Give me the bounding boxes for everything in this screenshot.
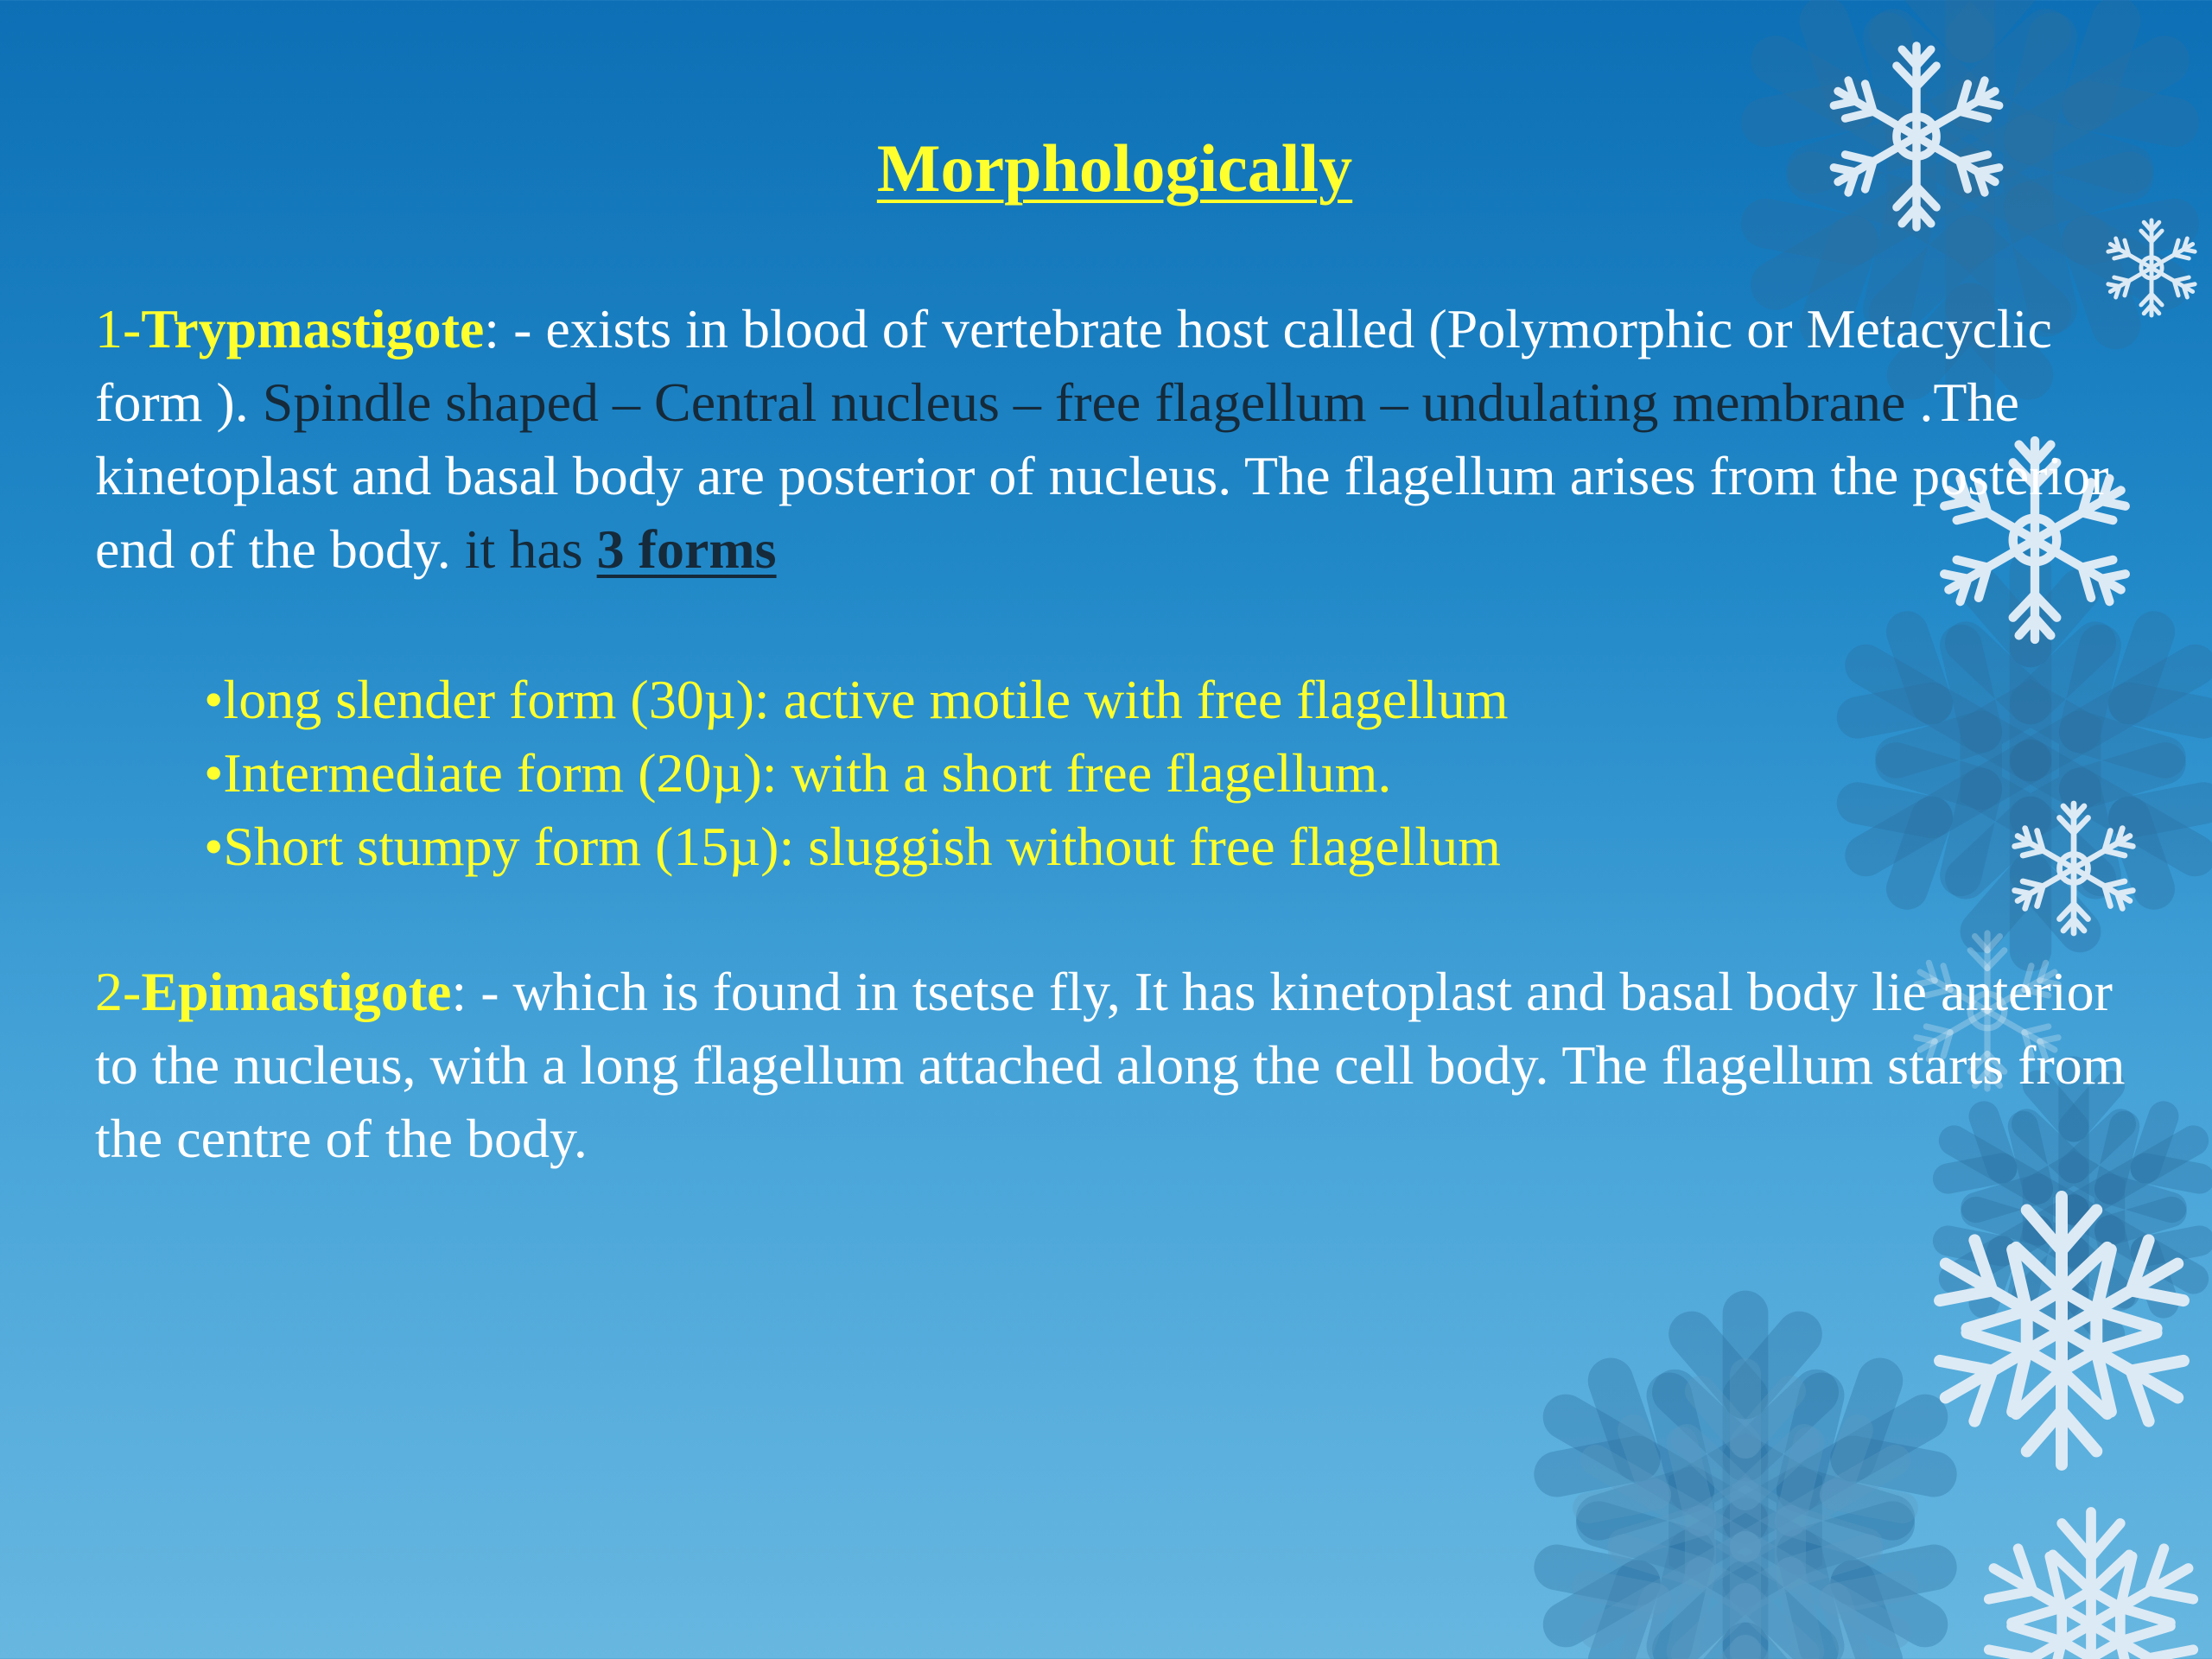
- trypomastigote-shape-text: Spindle shaped – Central nucleus – free flagellum – undulating membrane: [262, 372, 1906, 433]
- bullet-icon: •: [204, 742, 224, 804]
- list-item: [204, 736, 1508, 810]
- trypomastigote-intro: : - exists in blood of vertebrate host called (Polymorphic or Metacyclic form ).: [95, 298, 2052, 433]
- three-forms-label: 3 forms: [596, 518, 777, 580]
- slide-title: Morphologically: [876, 130, 1353, 206]
- bullet-icon: •: [204, 669, 224, 730]
- list-item: [204, 810, 1508, 883]
- it-has-text: it has: [450, 518, 597, 580]
- list-item-text: Intermediate form (20µ): with a short free flagellum.: [223, 742, 1392, 804]
- trypomastigote-detail: .The kinetoplast and basal body are posterior of nucleus. The flagellum arises from the posterior end of the body.: [95, 372, 2109, 580]
- epimastigote-term: Epimastigote: [141, 961, 452, 1022]
- list-item: [204, 663, 1508, 736]
- epimastigote-description: : - which is found in tsetse fly, It has kinetoplast and basal body lie anterior to the nucleus, with a long flagellum attached along the cell body. The flagellum starts from the centre of the body.: [95, 961, 2126, 1169]
- list-item-text: Short stumpy form (15µ): sluggish without free flagellum: [223, 816, 1501, 877]
- bullet-icon: •: [204, 816, 224, 877]
- section-number: 1-: [95, 298, 142, 359]
- trypomastigote-paragraph: [95, 292, 2152, 586]
- section-number: 2-: [95, 961, 142, 1022]
- forms-list: [204, 663, 1508, 883]
- trypomastigote-term: Trypmastigote: [141, 298, 485, 359]
- epimastigote-paragraph: [95, 955, 2152, 1175]
- list-item-text: long slender form (30µ): active motile with free flagellum: [223, 669, 1509, 730]
